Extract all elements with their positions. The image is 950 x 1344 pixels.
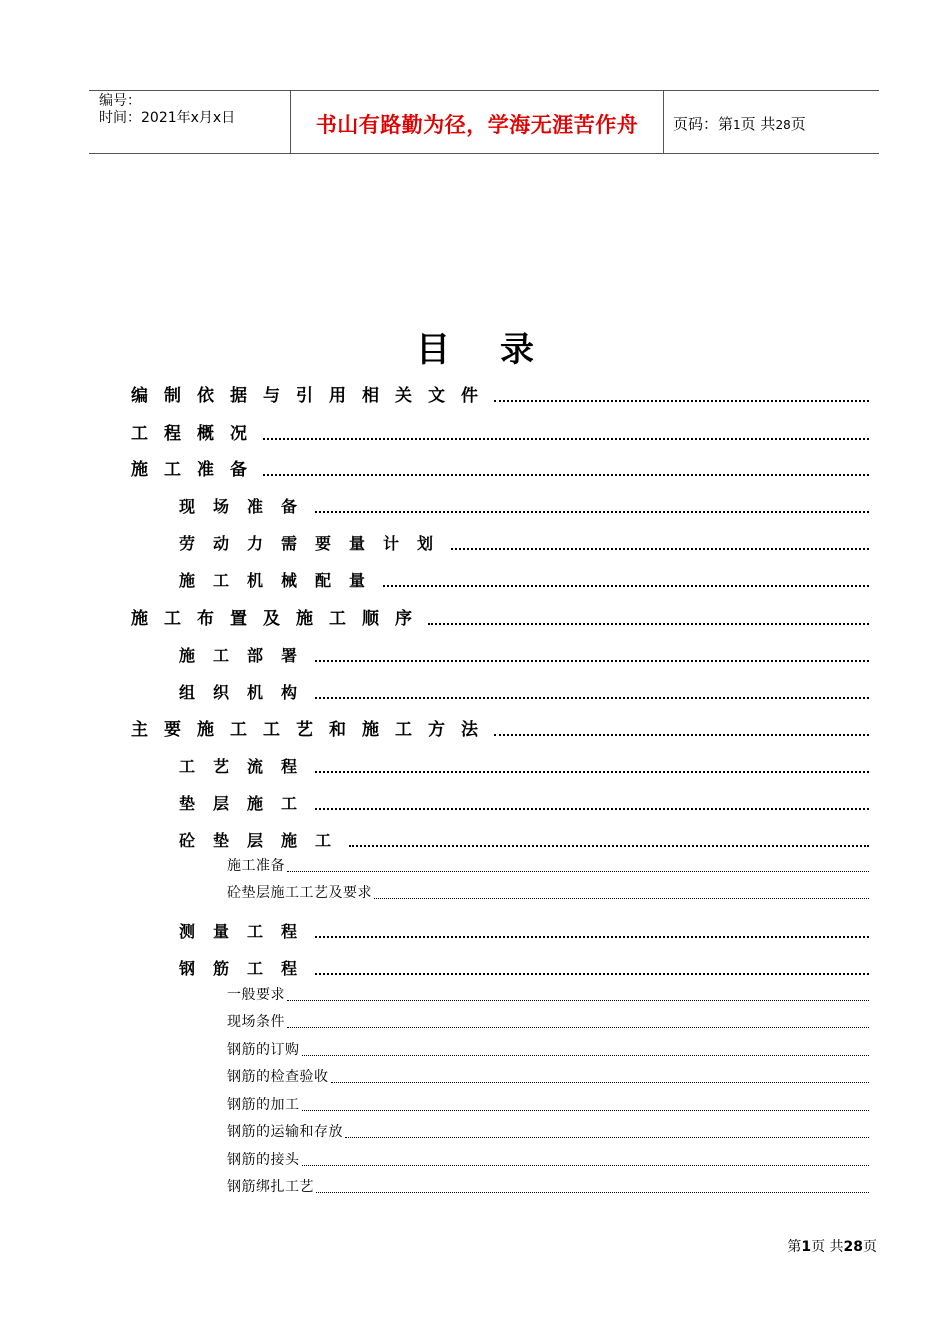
toc-entry-label: 钢筋的检查验收	[227, 1069, 329, 1085]
footer-total: 28	[843, 1239, 863, 1255]
toc-entry[interactable]	[131, 420, 869, 444]
toc-entry-label: 工艺流程	[179, 757, 316, 776]
toc-entry-label: 施工部署	[179, 646, 316, 665]
toc-dot-leader	[302, 1109, 870, 1111]
toc-entry-label: 一般要求	[227, 987, 285, 1003]
toc-entry-label: 钢筋的订购	[227, 1042, 300, 1058]
toc-entry[interactable]	[131, 716, 869, 740]
document-header	[89, 90, 879, 154]
toc-entry-label: 组织机构	[179, 683, 316, 702]
toc-entry[interactable]	[179, 918, 869, 942]
toc-entry-label: 钢筋绑扎工艺	[227, 1179, 314, 1195]
toc-dot-leader	[302, 1164, 870, 1166]
toc-dot-leader	[316, 1191, 869, 1193]
toc-dot-leader	[451, 547, 869, 550]
toc-entry[interactable]	[179, 827, 869, 851]
toc-entry-label: 钢筋工程	[179, 959, 316, 978]
toc-dot-leader	[494, 399, 869, 402]
toc-entry[interactable]	[179, 753, 869, 777]
document-date: 时间：2021年x月x日	[99, 110, 236, 126]
toc-entry-label: 编制依据与引用相关文件	[131, 386, 494, 406]
toc-title: 目录	[416, 330, 584, 370]
toc-entry-label: 垫层施工	[179, 794, 316, 813]
toc-entry[interactable]	[131, 382, 869, 406]
toc-dot-leader	[287, 1026, 869, 1028]
toc-dot-leader	[315, 659, 869, 662]
toc-entry[interactable]	[227, 984, 869, 1004]
toc-entry[interactable]	[179, 679, 869, 703]
toc-entry-label: 钢筋的接头	[227, 1152, 300, 1168]
toc-entry-label: 工程概况	[131, 424, 263, 444]
toc-dot-leader	[263, 437, 869, 440]
document-code-label: 编号：	[99, 93, 141, 109]
toc-entry[interactable]	[227, 855, 869, 875]
footer-prefix: 第	[787, 1239, 802, 1255]
toc-dot-leader	[315, 696, 869, 699]
toc-dot-leader	[315, 770, 869, 773]
toc-dot-leader	[315, 807, 869, 810]
toc-dot-leader	[331, 1081, 870, 1083]
toc-entry-label: 施工准备	[131, 460, 263, 480]
toc-entry-label: 劳动力需要量计划	[179, 534, 452, 553]
page-mid: 页 共	[740, 115, 776, 133]
footer-mid: 页 共	[811, 1239, 844, 1255]
toc-entry[interactable]	[227, 882, 869, 902]
toc-dot-leader	[345, 1136, 869, 1138]
header-info-cell	[89, 91, 290, 153]
toc-entry[interactable]	[227, 1121, 869, 1141]
toc-entry[interactable]	[179, 642, 869, 666]
toc-dot-leader	[302, 1054, 870, 1056]
toc-entry-label: 施工布置及施工顺序	[131, 609, 428, 629]
toc-entry-label: 钢筋的运输和存放	[227, 1124, 343, 1140]
toc-dot-leader	[494, 733, 869, 736]
toc-entry-label: 砼垫层施工工艺及要求	[227, 885, 372, 901]
toc-entry[interactable]	[179, 530, 869, 554]
toc-entry-label: 钢筋的加工	[227, 1097, 300, 1113]
toc-dot-leader	[374, 897, 869, 899]
page-current: 1	[733, 118, 741, 132]
page-total: 28	[775, 118, 791, 132]
footer-suffix: 页	[863, 1239, 877, 1255]
header-motto-cell	[290, 91, 664, 153]
toc-dot-leader	[287, 999, 869, 1001]
header-page-number	[673, 113, 806, 134]
toc-entry[interactable]	[227, 1066, 869, 1086]
page-footer	[787, 1236, 877, 1256]
toc-entry[interactable]	[227, 1176, 869, 1196]
toc-entry[interactable]	[179, 567, 869, 591]
toc-dot-leader	[315, 510, 869, 513]
toc-entry[interactable]	[131, 605, 869, 629]
toc-dot-leader	[349, 844, 869, 847]
toc-entry-label: 施工准备	[227, 858, 285, 874]
toc-dot-leader	[315, 972, 869, 975]
header-motto: 书山有路勤为径，学海无涯苦作舟	[315, 113, 639, 137]
toc-dot-leader	[428, 622, 869, 625]
toc-dot-leader	[263, 473, 869, 476]
toc-entry[interactable]	[227, 1094, 869, 1114]
toc-dot-leader	[315, 935, 869, 938]
page-suffix: 页	[790, 115, 806, 133]
toc-dot-leader	[287, 870, 869, 872]
toc-entry[interactable]	[179, 955, 869, 979]
toc-entry-label: 现场准备	[179, 497, 316, 516]
toc-entry[interactable]	[227, 1011, 869, 1031]
toc-entry-label: 现场条件	[227, 1014, 285, 1030]
toc-entry[interactable]	[131, 456, 869, 480]
header-page-cell	[663, 91, 879, 153]
toc-entry[interactable]	[227, 1039, 869, 1059]
toc-entry[interactable]	[179, 790, 869, 814]
page-prefix: 页码：第	[673, 115, 734, 133]
toc-entry-label: 测量工程	[179, 922, 316, 941]
footer-current: 1	[801, 1239, 812, 1255]
toc-entry-label: 砼垫层施工	[179, 831, 350, 850]
toc-dot-leader	[383, 584, 869, 587]
toc-entry-label: 主要施工工艺和施工方法	[131, 720, 494, 740]
toc-entry[interactable]	[227, 1149, 869, 1169]
toc-entry-label: 施工机械配量	[179, 571, 384, 590]
toc-entry[interactable]	[179, 493, 869, 517]
